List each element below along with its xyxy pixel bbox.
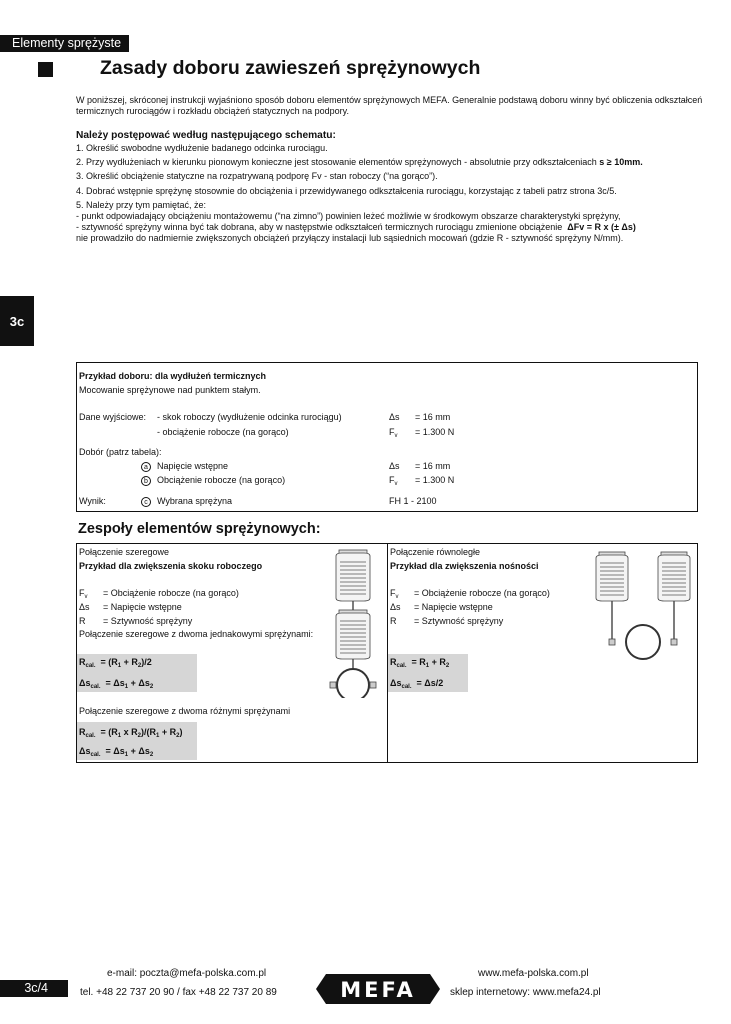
circle-a-icon: a [141, 462, 151, 472]
parallel-hanger-illustration [591, 550, 695, 660]
step-4: 4. Dobrać wstępnie sprężynę stosownie do obciążenia i przewidywanego odkształcenia rurociągu, korzystając z tabeli patrz strona 3c/5. [76, 185, 617, 196]
f2-a: 1 [124, 684, 129, 690]
f4-rest: = Δs [105, 746, 125, 756]
title-marker [38, 62, 53, 77]
left-fv-sym: F [79, 588, 85, 598]
rf1-b: 2 [445, 663, 450, 669]
left-fv: = Obciążenie robocze (na gorąco) [103, 588, 239, 598]
step-5: 5. Należy przy tym pamiętać, że: [76, 199, 207, 210]
input-1-symbol: Δs [389, 412, 400, 422]
column-divider [387, 544, 388, 762]
f3-mid: x R [121, 727, 138, 737]
right-r-symbol: R [390, 616, 397, 626]
f1-b: 2 [137, 663, 142, 669]
formula-ds-parallel [390, 678, 443, 690]
example-subtitle: Mocowanie sprężynowe nad punktem stałym. [79, 385, 261, 395]
left-title: Połączenie szeregowe [79, 547, 170, 557]
right-subtitle: Przykład dla zwiększenia nośności [390, 561, 539, 571]
assemblies-heading: Zespoły elementów sprężynowych: [78, 521, 321, 537]
f2-ds: Δs [79, 678, 91, 688]
f1-r: R [79, 657, 86, 667]
f2-b: 2 [149, 684, 154, 690]
f4-sub: cal. [90, 752, 101, 758]
left-ds: = Napięcie wstępne [103, 602, 182, 612]
selection-b-symbol [389, 475, 398, 487]
formula-r-parallel [390, 657, 449, 669]
step-5b-bold: ΔFv = R x (± Δs) [567, 222, 636, 233]
intro-paragraph: W poniższej, skróconej instrukcji wyjaśniono sposób doboru elementów sprężynowych MEFA. Generalnie podstawą doboru winny być obliczenia odkształceń termicznych rurociągów i rozkładu obciążeń statycznych na podpory. [76, 95, 703, 117]
selection-a-symbol: Δs [389, 461, 400, 471]
f1-mid: + R [121, 657, 138, 667]
rf2-sub: cal. [401, 684, 412, 690]
selection-a-value: = 16 mm [415, 461, 451, 471]
right-ds-symbol: Δs [390, 602, 401, 612]
input-1: - skok roboczy (wydłużenie odcinka rurociągu) [157, 412, 342, 422]
selection-label: Dobór (patrz tabela): [79, 447, 162, 457]
f3-sub: cal. [85, 733, 96, 739]
selection-b-sym: F [389, 475, 395, 485]
step-5b [76, 222, 716, 233]
f3-r: R [79, 727, 86, 737]
f3-c: 1 [156, 733, 160, 739]
rf1-sub: cal. [396, 663, 407, 669]
selection-b-mark [141, 475, 151, 486]
formula-r-series-diff [79, 727, 182, 739]
f3-a: 1 [117, 733, 122, 739]
left-fv-sub: v [84, 594, 88, 600]
input-2-sub: v [394, 433, 398, 439]
f4-a: 1 [124, 752, 129, 758]
left-fv-symbol [79, 588, 88, 600]
f1-a: 1 [117, 663, 122, 669]
step-1: 1. Określić swobodne wydłużenie badanego odcinka rurociągu. [76, 143, 328, 153]
section-side-tab: 3c [0, 296, 34, 346]
assemblies-box [76, 543, 698, 763]
selection-a-mark [141, 461, 151, 472]
left-r: = Sztywność sprężyny [103, 616, 193, 626]
circle-b-icon: b [141, 476, 151, 486]
result-label: Wynik: [79, 496, 106, 506]
result-mark [141, 496, 151, 507]
step-3: 3. Określić obciążenie statyczne na rozpatrywaną podporę Fv - stan roboczy (“na gorąco”). [76, 171, 438, 182]
right-fv-sub: v [395, 594, 399, 600]
footer-email[interactable]: e-mail: poczta@mefa-polska.com.pl [107, 968, 267, 979]
selection-b: Obciążenie robocze (na gorąco) [157, 475, 286, 485]
left-different-springs: Połączenie szeregowe z dwoma różnymi sprężynami [79, 706, 291, 716]
formula-ds-series-diff [79, 746, 153, 758]
f2-sub: cal. [90, 684, 101, 690]
page-number: 3c/4 [0, 980, 68, 997]
right-fv-sym: F [390, 588, 396, 598]
input-2: - obciążenie robocze (na gorąco) [157, 427, 289, 437]
step-2-bold: s ≥ 10mm. [599, 157, 643, 168]
rf2-rest: = Δs/2 [416, 678, 444, 688]
rf1-rest: = R [411, 657, 426, 667]
step-2 [76, 157, 716, 168]
f4-b: 2 [149, 752, 154, 758]
selection-a: Napięcie wstępne [157, 461, 229, 471]
step-2-text: 2. Przy wydłużeniach w kierunku pionowym konieczne jest stosowanie elementów sprężynowych - absolutnie przy odkształceniach [76, 157, 597, 168]
mefa-logo [314, 972, 442, 1006]
right-title: Połączenie równoległe [390, 547, 481, 557]
step-5a: - punkt odpowiadający obciążeniu montażowemu (“na zimno”) powinien leżeć możliwie w środkowym obszarze charakterystyki sprężyny, [76, 211, 621, 222]
left-ds-symbol: Δs [79, 602, 90, 612]
rf1-a: 1 [425, 663, 430, 669]
circle-c-icon: c [141, 497, 151, 507]
rf1-r: R [390, 657, 397, 667]
input-2-sym: F [389, 427, 395, 437]
rf2-ds: Δs [390, 678, 402, 688]
f3-mid3: + R [159, 727, 177, 737]
left-subtitle: Przykład dla zwiększenia skoku roboczego [79, 561, 263, 571]
formula-ds-series-same [79, 678, 153, 690]
left-same-springs: Połączenie szeregowe z dwoma jednakowymi sprężynami: [79, 629, 314, 639]
footer-website[interactable]: www.mefa-polska.com.pl [478, 968, 589, 979]
f3-mid2: )/(R [141, 727, 156, 737]
footer-phone: tel. +48 22 737 20 90 / fax +48 22 737 20 89 [80, 987, 277, 998]
input-2-value: = 1.300 N [415, 427, 455, 437]
example-title: Przykład doboru: dla wydłużeń termicznych [79, 371, 267, 381]
selection-b-sub: v [394, 481, 398, 487]
f3-d: 2 [176, 733, 180, 739]
right-ds: = Napięcie wstępne [414, 602, 493, 612]
right-r: = Sztywność sprężyny [414, 616, 504, 626]
input-2-symbol [389, 427, 398, 439]
f1-sub: cal. [85, 663, 96, 669]
result: Wybrana sprężyna [157, 496, 232, 506]
f4-ds: Δs [79, 746, 91, 756]
formula-r-series-same [79, 657, 152, 669]
f1-rest: = (R [100, 657, 118, 667]
right-fv-symbol [390, 588, 399, 600]
page-title: Zasady doboru zawieszeń sprężynowych [100, 57, 481, 79]
series-hanger-illustration [322, 548, 384, 698]
f4-mid: + Δs [128, 746, 150, 756]
step-5b-text: - sztywność sprężyny winna być tak dobrana, aby w następstwie odkształceń termicznych rurociągu zmienione obciążenie [76, 222, 563, 233]
result-value: FH 1 - 2100 [389, 496, 437, 506]
f3-end: ) [179, 727, 183, 737]
f2-mid: + Δs [128, 678, 150, 688]
f1-end: )/2 [141, 657, 152, 667]
f3-b: 2 [137, 733, 141, 739]
steps-heading: Należy postępować według następującego schematu: [76, 130, 336, 141]
f2-rest: = Δs [105, 678, 125, 688]
selection-b-value: = 1.300 N [415, 475, 455, 485]
right-fv: = Obciążenie robocze (na gorąco) [414, 588, 550, 598]
f3-rest: = (R [100, 727, 118, 737]
left-r-symbol: R [79, 616, 86, 626]
category-tab: Elementy sprężyste [0, 35, 129, 52]
input-1-value: = 16 mm [415, 412, 451, 422]
example-box [76, 362, 698, 512]
rf1-mid: + R [429, 657, 446, 667]
logo-text: MEFA [340, 978, 416, 1002]
step-5c: nie prowadziło do nadmiernie zwiększonych obciążeń przyłączy instalacji lub sąsiednich mocowań (gdzie R - sztywność sprężyny N/mm). [76, 233, 624, 244]
steps-list [76, 143, 716, 245]
footer-shop[interactable]: sklep internetowy: www.mefa24.pl [450, 987, 601, 998]
input-label: Dane wyjściowe: [79, 412, 147, 422]
